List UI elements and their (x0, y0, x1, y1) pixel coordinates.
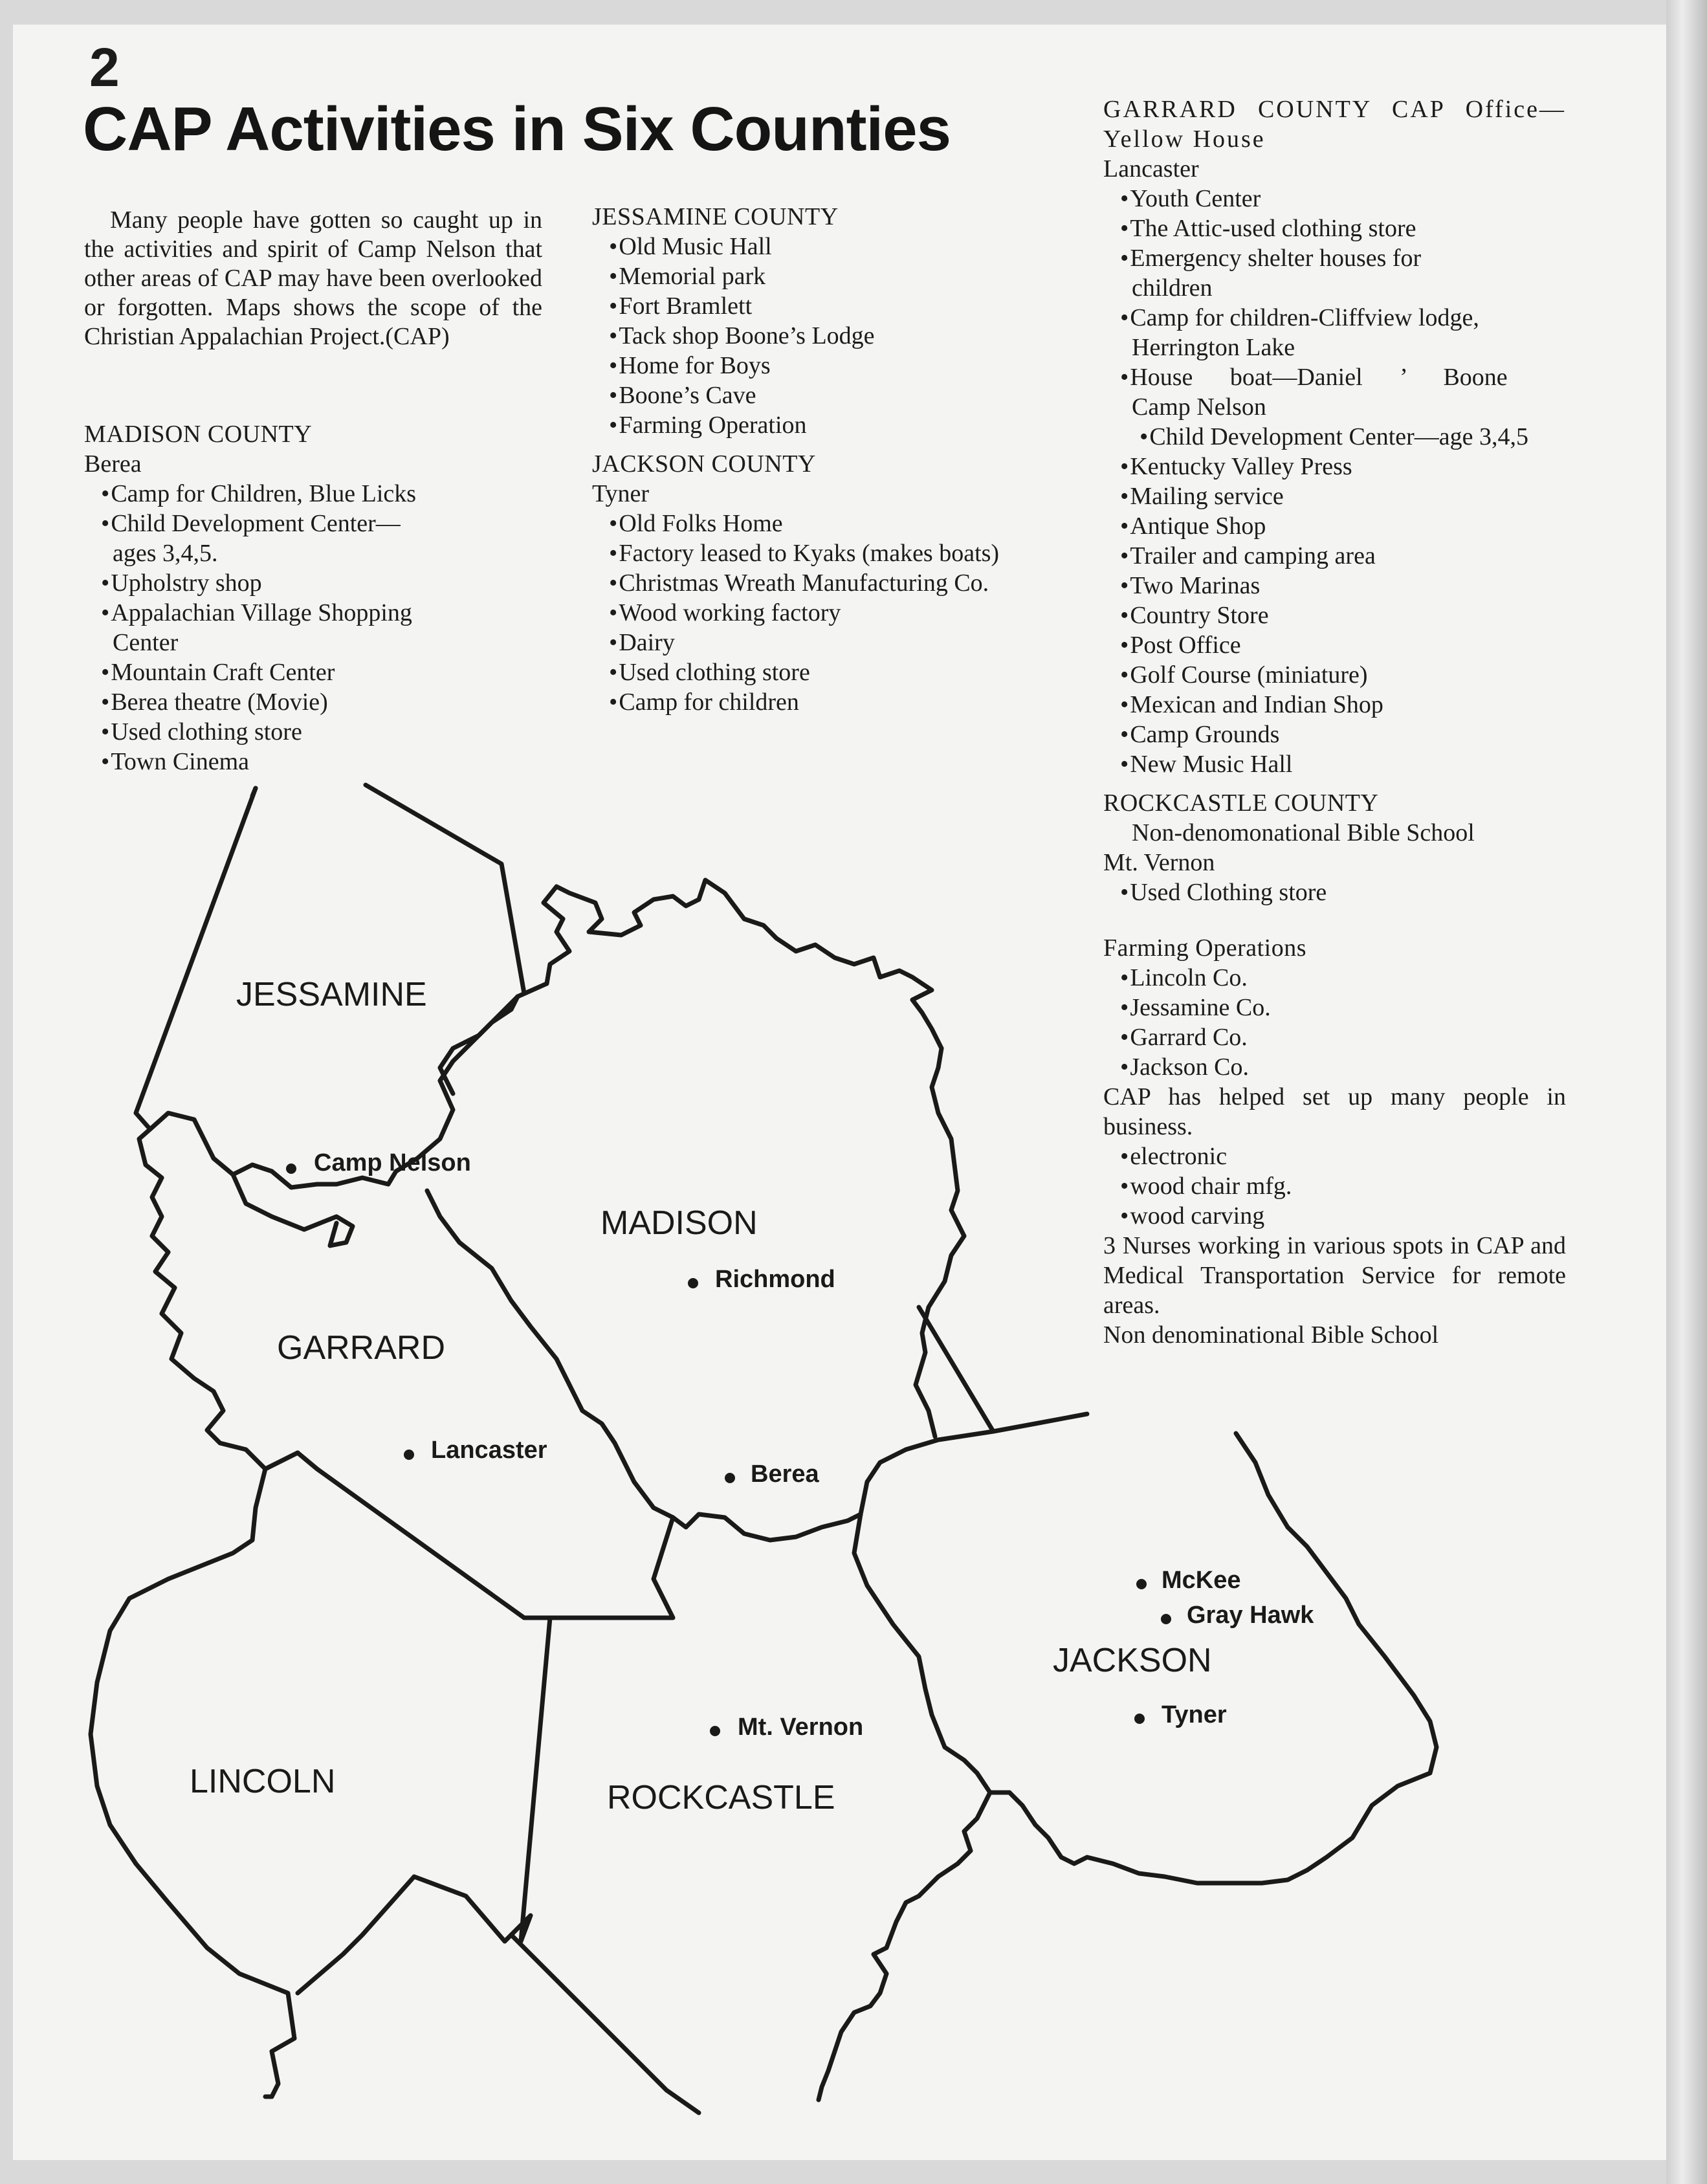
list-item: • Post Office (1103, 630, 1566, 660)
county-label-garrard: GARRARD (277, 1329, 446, 1367)
list-item: • Used clothing store (84, 717, 537, 747)
list-item: • electronic (1103, 1142, 1566, 1171)
list-item: • Factory leased to Kyaks (makes boats) (592, 538, 1045, 568)
madison-section (84, 419, 537, 777)
farming-heading: Farming Operations (1103, 934, 1307, 962)
list-item: • Mountain Craft Center (84, 657, 537, 687)
list-item: • Youth Center (1103, 184, 1566, 214)
county-label-rockcastle: ROCKCASTLE (607, 1779, 835, 1816)
garrard-sub-town: Camp Nelson (1132, 393, 1266, 421)
jackson-town: Tyner (592, 480, 650, 507)
rockcastle-line: Non-denomonational Bible School (1132, 819, 1475, 846)
list-item: • House boat—Daniel ’ Boone (1103, 362, 1566, 392)
county-label-lincoln: LINCOLN (190, 1763, 336, 1800)
madison-town: Berea (84, 450, 142, 478)
list-item: • Emergency shelter houses for children (1103, 243, 1566, 303)
garrard-town: Lancaster (1103, 155, 1199, 182)
list-item: • Country Store (1103, 601, 1566, 630)
list-item: • Town Cinema (84, 747, 537, 777)
list-item: • Dairy (592, 628, 1045, 657)
list-item: • Camp for children-Cliffview lodge, Herrington Lake (1103, 303, 1566, 362)
city-label-berea: Berea (751, 1461, 819, 1488)
list-item: • Used Clothing store (1103, 877, 1566, 907)
jackson-heading: JACKSON COUNTY (592, 450, 816, 478)
business-text: CAP has helped set up many people in business. (1103, 1083, 1566, 1140)
list-item: • wood carving (1103, 1201, 1566, 1231)
list-item: • Memorial park (592, 261, 1045, 291)
list-item: • Farming Operation (592, 410, 1045, 440)
city-label-lancaster: Lancaster (431, 1437, 547, 1464)
list-item: • Boone’s Cave (592, 381, 1045, 410)
list-item: • Old Folks Home (592, 509, 1045, 538)
city-label-richmond: Richmond (715, 1266, 835, 1293)
list-item: • Two Marinas (1103, 571, 1566, 601)
list-item: • Child Development Center—age 3,4,5 (1103, 422, 1566, 452)
list-item: • Antique Shop (1103, 511, 1566, 541)
county-label-jessamine: JESSAMINE (236, 976, 427, 1013)
list-item: • Mailing service (1103, 481, 1566, 511)
list-item: • Christmas Wreath Manufacturing Co. (592, 568, 1045, 598)
list-item: • Mexican and Indian Shop (1103, 690, 1566, 720)
list-item: • Kentucky Valley Press (1103, 452, 1566, 481)
garrard-heading: GARRARD COUNTY CAP Office—Yellow House (1103, 96, 1566, 153)
city-label-tyner: Tyner (1162, 1701, 1227, 1728)
list-item: • Wood working factory (592, 598, 1045, 628)
county-label-jackson: JACKSON (1053, 1642, 1212, 1679)
list-item: • Camp for children (592, 687, 1045, 717)
city-label-gray-hawk: Gray Hawk (1187, 1602, 1314, 1629)
madison-heading: MADISON COUNTY (84, 421, 313, 448)
list-item: • Trailer and camping area (1103, 541, 1566, 571)
list-item: • Jessamine Co. (1103, 993, 1566, 1022)
city-label-camp-nelson: Camp Nelson (314, 1149, 471, 1176)
garrard-section (1103, 94, 1566, 1350)
rockcastle-town: Mt. Vernon (1103, 849, 1215, 876)
list-item: • New Music Hall (1103, 749, 1566, 779)
jessamine-heading: JESSAMINE COUNTY (592, 203, 839, 230)
jessamine-section (592, 202, 1045, 717)
list-item: • Camp for Children, Blue Licks (84, 479, 537, 509)
page-number: 2 (89, 37, 120, 98)
list-item: • Lincoln Co. (1103, 963, 1566, 993)
list-item: • Appalachian Village Shopping Center (84, 598, 537, 657)
city-label-mt-vernon: Mt. Vernon (738, 1714, 864, 1741)
list-item: • Old Music Hall (592, 232, 1045, 261)
list-item: • Upholstry shop (84, 568, 537, 598)
list-item: • Used clothing store (592, 657, 1045, 687)
binding-gutter (1666, 0, 1707, 2184)
list-item: • Camp Grounds (1103, 720, 1566, 749)
nurses-text: 3 Nurses working in various spots in CAP and Medical Transportation Service for remote areas. (1103, 1232, 1566, 1319)
list-item: • Garrard Co. (1103, 1022, 1566, 1052)
bible-school-text: Non denominational Bible School (1103, 1321, 1439, 1349)
list-item: • Jackson Co. (1103, 1052, 1566, 1082)
city-label-mckee: McKee (1162, 1567, 1241, 1594)
list-item: • Golf Course (miniature) (1103, 660, 1566, 690)
list-item: • The Attic-used clothing store (1103, 214, 1566, 243)
page-title: CAP Activities in Six Counties (83, 94, 951, 164)
list-item: • Berea theatre (Movie) (84, 687, 537, 717)
list-item: • Tack shop Boone’s Lodge (592, 321, 1045, 351)
list-item: • Home for Boys (592, 351, 1045, 381)
list-item: • wood chair mfg. (1103, 1171, 1566, 1201)
rockcastle-heading: ROCKCASTLE COUNTY (1103, 789, 1379, 817)
list-item: • Child Development Center—ages 3,4,5. (84, 509, 537, 568)
intro-paragraph: Many people have gotten so caught up in the activities and spirit of Camp Nelson that other areas of CAP may have been overlooked or forgotten. Maps shows the scope of the Christian Appalachian Project.(CAP) (84, 206, 542, 350)
county-label-madison: MADISON (600, 1204, 758, 1242)
list-item: • Fort Bramlett (592, 291, 1045, 321)
